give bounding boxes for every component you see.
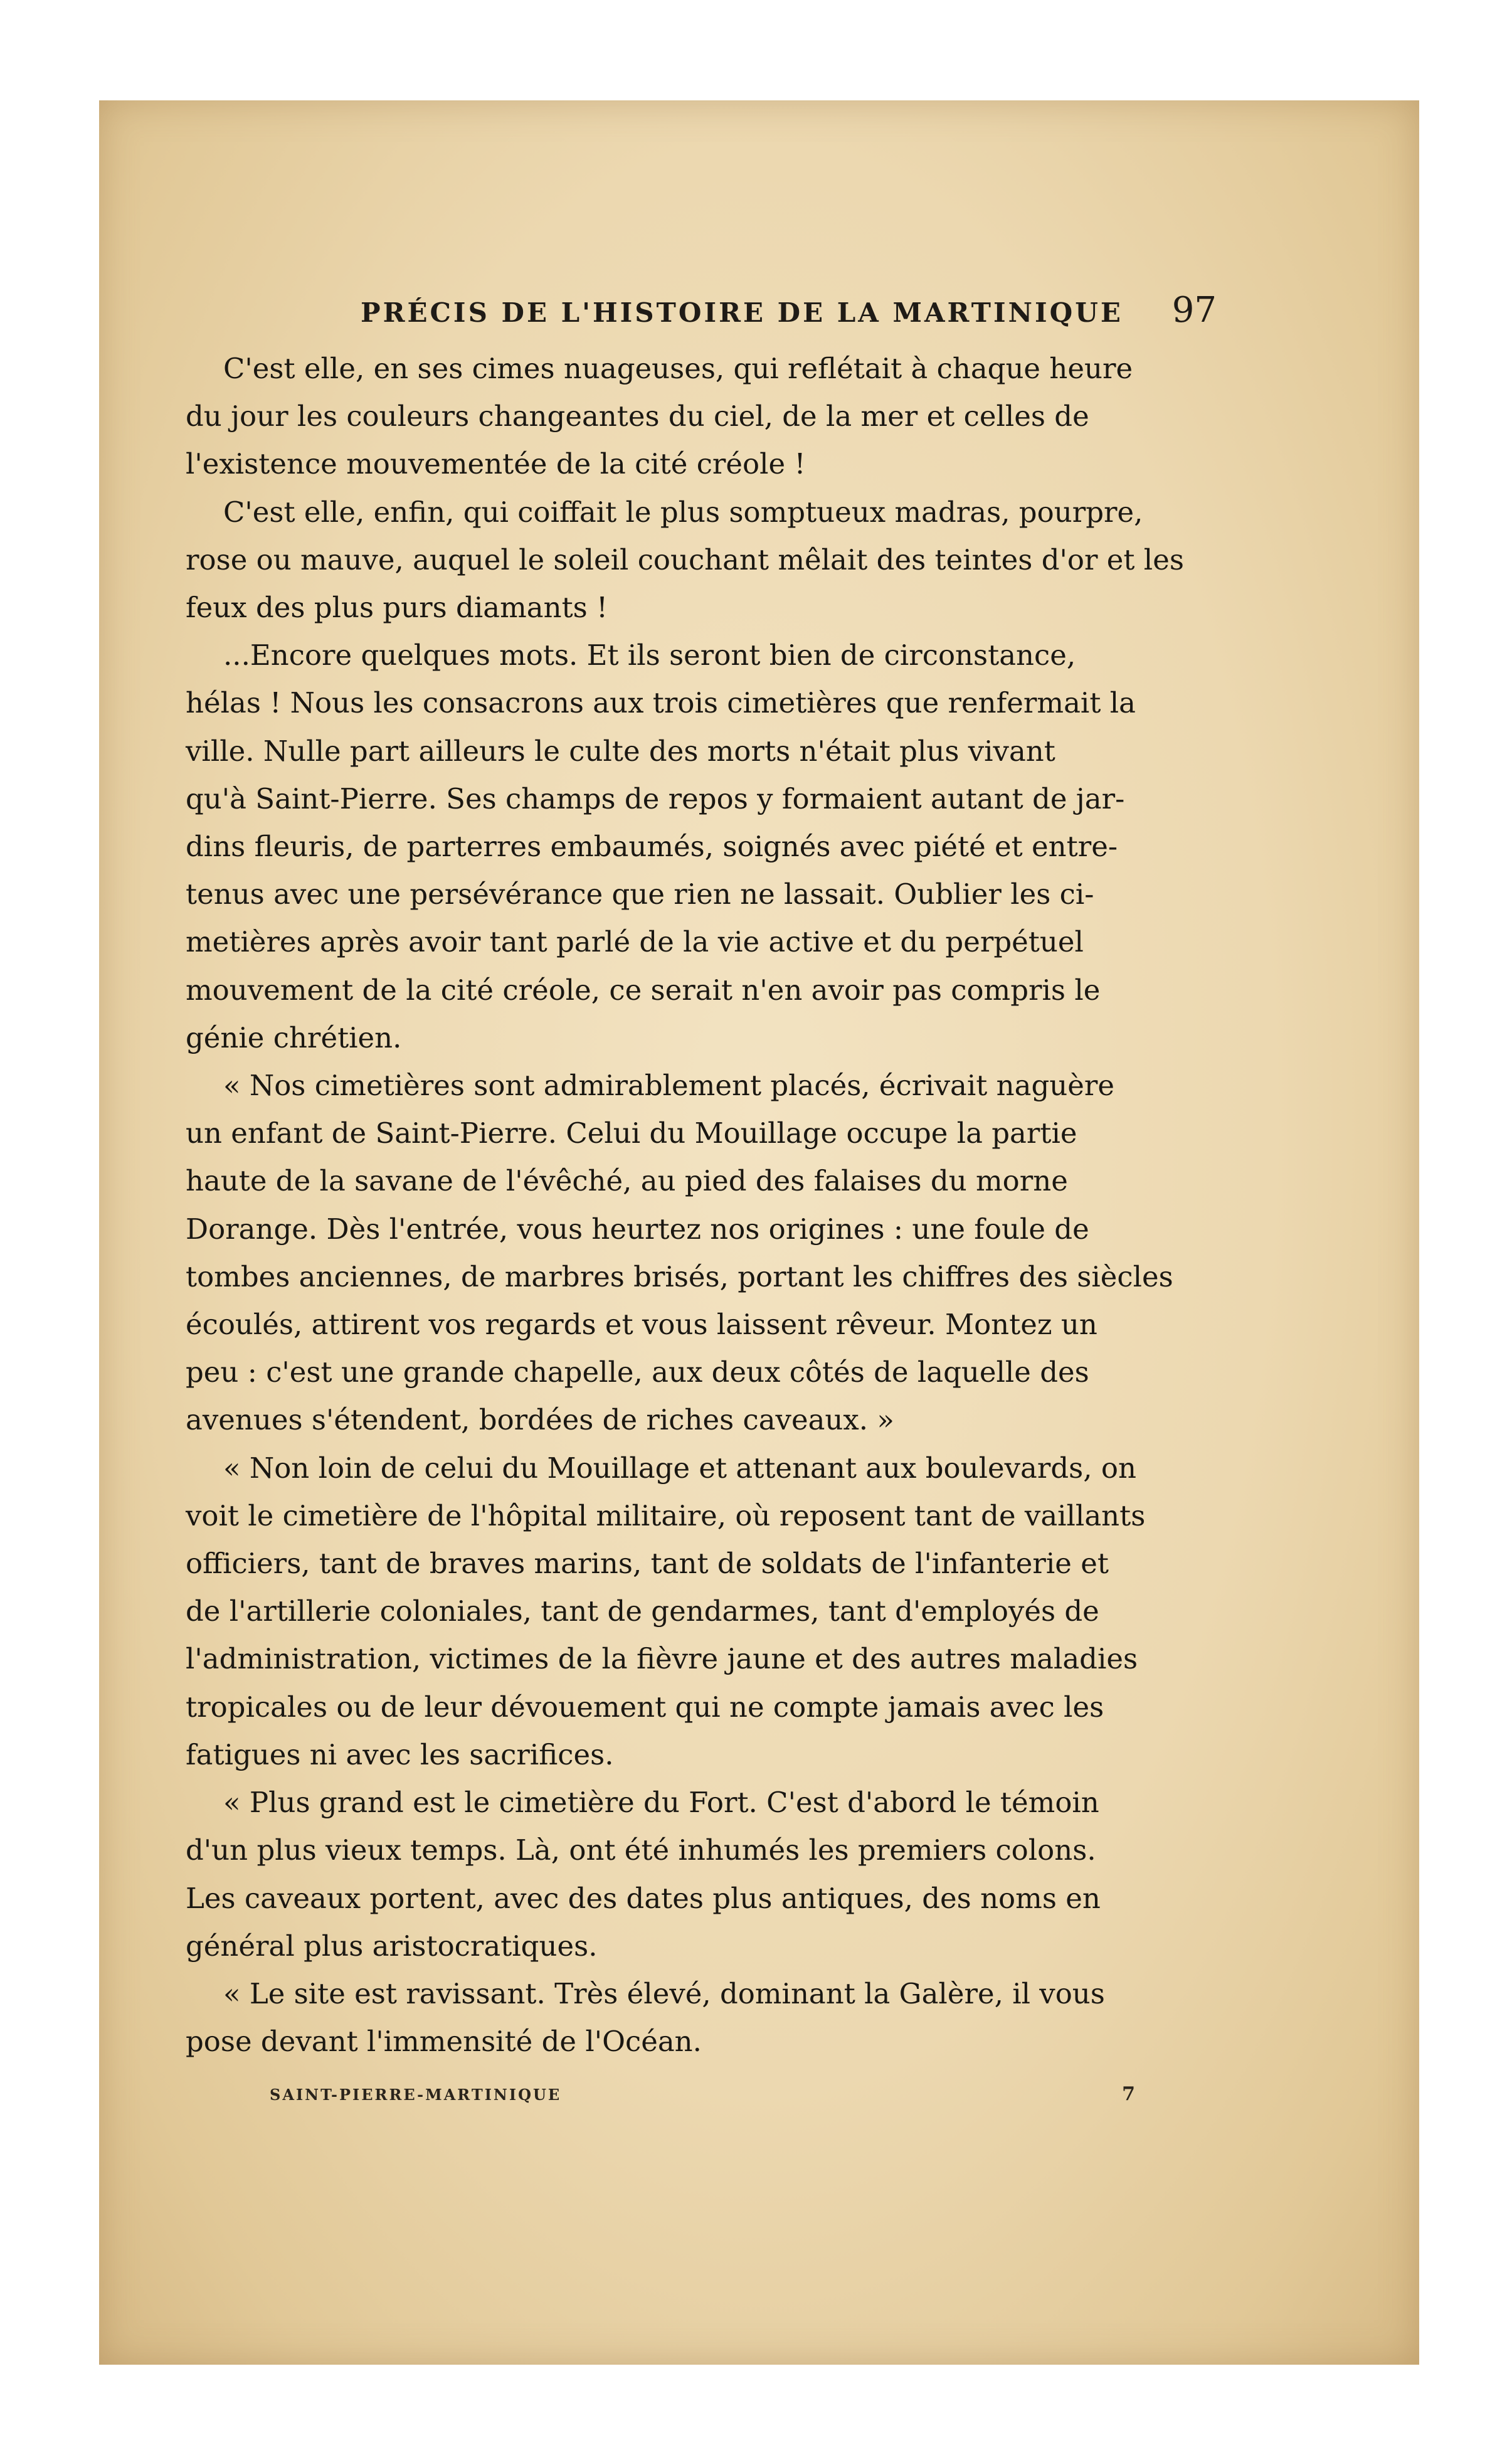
paragraph: « Nos cimetières sont admirablement placés, écrivait naguère un enfant de Saint-Pierre. Celui du Mouillage occupe la partie haute de la savane de l'évêché, au pied des falaises du morne Dorange. Dès l'entrée, vous heurtez nos origines : une foule de tombes anciennes, de marbres brisés, portant les chiffres des siècles écoulés, attirent vos regards et vous laissent rêveur. Montez un peu : c'est une grande chapelle, aux deux côtés de laquelle des avenues s'étendent, bordées de riches caveaux. »	[186, 1069, 1173, 1437]
signature-line	[270, 2083, 1135, 2111]
paragraph: « Le site est ravissant. Très élevé, dominant la Galère, il vous pose devant l'immensité de l'Océan.	[186, 1976, 1105, 2059]
signature-mark: SAINT-PIERRE-MARTINIQUE	[270, 2086, 562, 2104]
paragraph: C'est elle, en ses cimes nuageuses, qui reflétait à chaque heure du jour les couleurs changeantes du ciel, de la mer et celles de l'existence mouvementée de la cité créole !	[186, 352, 1133, 481]
paragraph: « Non loin de celui du Mouillage et attenant aux boulevards, on voit le cimetière de l'hôpital militaire, où reposent tant de vaillants officiers, tant de braves marins, tant de soldats de l'infanterie et de l'artillerie coloniales, tant de gendarmes, tant d'employés de l'administration, victimes de la fièvre jaune et des autres maladies tropicales ou de leur dévouement qui ne compte jamais avec les fatigues ni avec les sacrifices.	[186, 1451, 1146, 1771]
running-header	[263, 290, 1217, 334]
paragraph: ...Encore quelques mots. Et ils seront bien de circonstance, hélas ! Nous les consacrons aux trois cimetières que renfermait la ville. Nulle part ailleurs le culte des morts n'était plus vivant qu'à Saint-Pierre. Ses champs de repos y formaient autant de jar- dins fleuris, de parterres embaumés, soignés avec piété et entre- tenus avec une persévérance que rien ne lassait. Oublier les ci- metières après avoir tant parlé de la vie active et du perpétuel mouvement de la cité créole, ce serait n'en avoir pas compris le génie chrétien.	[186, 639, 1136, 1054]
paragraph: « Plus grand est le cimetière du Fort. C'est d'abord le témoin d'un plus vieux temps. Là, ont été inhumés les premiers colons. Les caveaux portent, avec des dates plus antiques, des noms en général plus aristocratiques.	[186, 1786, 1101, 1963]
signature-number: 7	[1122, 2083, 1135, 2105]
running-title: PRÉCIS DE L'HISTOIRE DE LA MARTINIQUE	[361, 297, 1123, 328]
body-text	[186, 345, 1220, 2066]
paragraph: C'est elle, enfin, qui coiffait le plus somptueux madras, pourpre, rose ou mauve, auquel le soleil couchant mêlait des teintes d'or et les feux des plus purs diamants !	[186, 495, 1184, 625]
page-number: 97	[1171, 290, 1217, 331]
